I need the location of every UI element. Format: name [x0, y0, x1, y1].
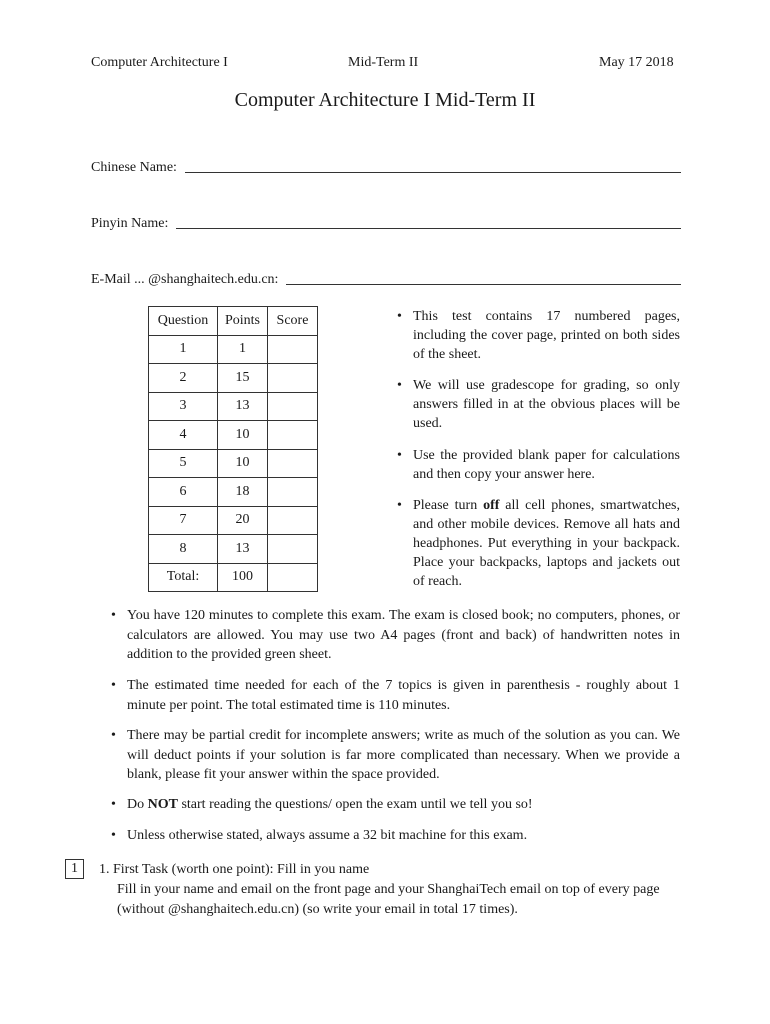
- main-bullet-emphasis: NOT: [147, 797, 178, 812]
- question-number: 4: [149, 421, 218, 450]
- bullet-icon: •: [111, 608, 116, 623]
- question-number: 6: [149, 478, 218, 507]
- question-number: 2: [149, 364, 218, 393]
- bullet-icon: •: [397, 378, 402, 393]
- side-bullet-emphasis: off: [483, 498, 500, 513]
- side-bullet-text: We will use gradescope for grading, so only answers filled in at the obvious places will be used.: [413, 378, 680, 431]
- score-table-header: [149, 307, 318, 336]
- bullet-icon: •: [111, 828, 116, 843]
- question-1-heading: 1. First Task (worth one point): Fill in you name: [99, 862, 370, 877]
- pinyin-name-line[interactable]: [176, 228, 681, 229]
- question-1-points-box: 1: [65, 859, 84, 879]
- score-cell[interactable]: [268, 449, 318, 478]
- side-bullet-pages: [397, 307, 680, 364]
- header-exam: Mid-Term II: [348, 55, 419, 70]
- side-bullet-text-pre: Please turn: [413, 498, 484, 513]
- table-row: [149, 506, 318, 535]
- question-number: 3: [149, 392, 218, 421]
- table-row: [149, 535, 318, 564]
- question-1: [99, 860, 684, 920]
- table-row: [149, 364, 318, 393]
- main-bullet-do-not-start: [111, 795, 680, 815]
- question-number: 5: [149, 449, 218, 478]
- table-row: [149, 478, 318, 507]
- question-number: 1: [149, 335, 218, 364]
- question-number: 7: [149, 506, 218, 535]
- header-question: Question: [149, 307, 218, 336]
- total-score-cell[interactable]: [268, 563, 318, 592]
- score-cell[interactable]: [268, 478, 318, 507]
- chinese-name-line[interactable]: [185, 172, 681, 173]
- main-bullet-text-post: start reading the questions/ open the exam until we tell you so!: [177, 797, 533, 812]
- question-number: 8: [149, 535, 218, 564]
- email-label: E-Mail ... @shanghaitech.edu.cn:: [91, 272, 279, 287]
- main-bullet-estimated-time: [111, 676, 680, 715]
- score-cell[interactable]: [268, 364, 318, 393]
- side-bullet-blank-paper: [397, 446, 680, 484]
- main-bullet-text-pre: Do: [127, 797, 148, 812]
- header-date: May 17 2018: [599, 55, 674, 70]
- main-bullet-text: The estimated time needed for each of the 7 topics is given in parenthesis - roughly about 1 minute per point. The total estimated time is 110 minutes.: [127, 678, 680, 713]
- main-bullet-32bit: [111, 826, 680, 846]
- header-course: Computer Architecture I: [91, 55, 228, 70]
- table-row: [149, 449, 318, 478]
- email-line[interactable]: [286, 284, 681, 285]
- chinese-name-label: Chinese Name:: [91, 160, 177, 175]
- table-row: [149, 392, 318, 421]
- score-cell[interactable]: [268, 421, 318, 450]
- chinese-name-field[interactable]: [91, 160, 681, 176]
- side-bullet-text: Use the provided blank paper for calculations and then copy your answer here.: [413, 448, 680, 482]
- question-points: 13: [218, 392, 268, 421]
- bullet-icon: •: [111, 797, 116, 812]
- bullet-icon: •: [397, 448, 402, 463]
- score-table: [148, 306, 318, 592]
- question-points: 18: [218, 478, 268, 507]
- score-cell[interactable]: [268, 335, 318, 364]
- total-points: 100: [218, 563, 268, 592]
- table-row: [149, 335, 318, 364]
- side-bullet-text-post: all cell phones, smartwatches, and other mobile devices. Remove all hats and headphones. Put everything in your backpack. Place your backpacks, laptops and jackets out of reach.: [413, 498, 680, 589]
- side-bullet-devices: [397, 496, 680, 591]
- bullet-icon: •: [397, 498, 402, 513]
- main-bullet-text: Unless otherwise stated, always assume a 32 bit machine for this exam.: [127, 828, 528, 843]
- question-points: 15: [218, 364, 268, 393]
- main-bullet-text: There may be partial credit for incomplete answers; write as much of the solution as you can. We will deduct points if your solution is far more complicated than necessary. When we provide a blank, please fit your answer within the space provided.: [127, 728, 680, 782]
- total-row: [149, 563, 318, 592]
- bullet-icon: •: [397, 309, 402, 324]
- main-bullet-partial-credit: [111, 726, 680, 785]
- question-points: 10: [218, 421, 268, 450]
- header-points: Points: [218, 307, 268, 336]
- email-field[interactable]: [91, 272, 681, 288]
- question-points: 20: [218, 506, 268, 535]
- pinyin-name-field[interactable]: [91, 216, 681, 232]
- bullet-icon: •: [111, 728, 116, 743]
- question-1-body: Fill in your name and email on the front page and your ShanghaiTech email on top of every page (without @shanghaitech.edu.cn) (so write your email in total 17 times).: [117, 882, 660, 917]
- total-label: Total:: [149, 563, 218, 592]
- bullet-icon: •: [111, 678, 116, 693]
- main-bullet-duration: [111, 606, 680, 665]
- question-points: 1: [218, 335, 268, 364]
- side-bullet-text: This test contains 17 numbered pages, including the cover page, printed on both sides of the sheet.: [413, 309, 680, 362]
- score-cell[interactable]: [268, 392, 318, 421]
- table-row: [149, 421, 318, 450]
- question-points: 10: [218, 449, 268, 478]
- score-cell[interactable]: [268, 535, 318, 564]
- main-bullet-text: You have 120 minutes to complete this exam. The exam is closed book; no computers, phones, or calculators are allowed. You may use two A4 pages (front and back) of handwritten notes in addition to the provided green sheet.: [127, 608, 680, 662]
- page-title: Computer Architecture I Mid-Term II: [234, 89, 536, 111]
- pinyin-name-label: Pinyin Name:: [91, 216, 169, 231]
- question-points: 13: [218, 535, 268, 564]
- header-score: Score: [268, 307, 318, 336]
- score-cell[interactable]: [268, 506, 318, 535]
- side-bullet-gradescope: [397, 376, 680, 433]
